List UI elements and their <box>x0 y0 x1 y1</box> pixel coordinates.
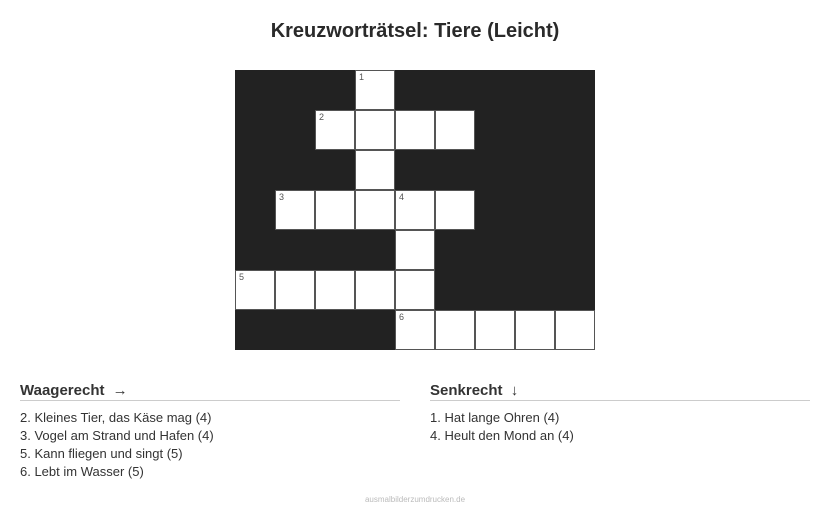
clue-number: 6 <box>399 312 405 322</box>
crossword-block <box>235 150 275 190</box>
crossword-block <box>475 70 515 110</box>
clue-across-6: 6. Lebt im Wasser (5) <box>20 464 144 479</box>
crossword-cell[interactable] <box>395 110 435 150</box>
crossword-block <box>435 230 475 270</box>
clue-down-4: 4. Heult den Mond an (4) <box>430 428 574 443</box>
crossword-grid <box>235 70 595 350</box>
crossword-cell[interactable] <box>395 310 435 350</box>
crossword-cell[interactable] <box>355 70 395 110</box>
crossword-block <box>275 150 315 190</box>
crossword-block <box>275 110 315 150</box>
crossword-block <box>395 70 435 110</box>
crossword-block <box>435 270 475 310</box>
clue-number: 5 <box>239 272 245 282</box>
crossword-cell[interactable] <box>395 270 435 310</box>
crossword-cell[interactable] <box>435 310 475 350</box>
crossword-cell[interactable] <box>355 270 395 310</box>
crossword-cell[interactable] <box>355 190 395 230</box>
crossword-block <box>475 270 515 310</box>
crossword-block <box>235 190 275 230</box>
crossword-block <box>435 150 475 190</box>
down-arrow-icon: ↓ <box>510 382 519 399</box>
crossword-block <box>235 230 275 270</box>
crossword-block <box>355 230 395 270</box>
crossword-block <box>475 230 515 270</box>
crossword-cell[interactable] <box>475 310 515 350</box>
crossword-cell[interactable] <box>395 230 435 270</box>
clue-down-1: 1. Hat lange Ohren (4) <box>430 410 560 425</box>
crossword-cell[interactable] <box>515 310 555 350</box>
crossword-block <box>235 310 275 350</box>
page-title: Kreuzworträtsel: Tiere (Leicht) <box>270 20 560 42</box>
crossword-block <box>235 70 275 110</box>
crossword-block <box>315 70 355 110</box>
crossword-cell[interactable] <box>315 110 355 150</box>
across-heading <box>20 382 400 401</box>
crossword-block <box>395 150 435 190</box>
crossword-cell[interactable] <box>395 190 435 230</box>
clue-number: 1 <box>359 72 365 82</box>
crossword-cell[interactable] <box>355 110 395 150</box>
across-clues <box>20 382 400 481</box>
right-arrow-icon: → <box>112 382 128 399</box>
crossword-block <box>515 150 555 190</box>
crossword-block <box>515 270 555 310</box>
clue-across-2: 2. Kleines Tier, das Käse mag (4) <box>20 410 212 425</box>
crossword-block <box>435 70 475 110</box>
clue-across-3: 3. Vogel am Strand und Hafen (4) <box>20 428 214 443</box>
crossword-cell[interactable] <box>275 270 315 310</box>
crossword-block <box>475 150 515 190</box>
crossword-block <box>315 310 355 350</box>
crossword-block <box>315 230 355 270</box>
crossword-cell[interactable] <box>435 110 475 150</box>
crossword-cell[interactable] <box>355 150 395 190</box>
across-heading-label: Waagerecht <box>20 382 105 399</box>
clue-number: 4 <box>399 192 405 202</box>
crossword-block <box>555 110 595 150</box>
crossword-cell[interactable] <box>315 270 355 310</box>
crossword-block <box>515 230 555 270</box>
crossword-block <box>555 230 595 270</box>
crossword-cell[interactable] <box>235 270 275 310</box>
crossword-block <box>515 70 555 110</box>
crossword-cell[interactable] <box>275 190 315 230</box>
crossword-block <box>555 270 595 310</box>
crossword-cell[interactable] <box>435 190 475 230</box>
crossword-cell[interactable] <box>555 310 595 350</box>
crossword-block <box>475 190 515 230</box>
down-heading <box>430 382 810 401</box>
crossword-block <box>555 190 595 230</box>
crossword-block <box>555 70 595 110</box>
clue-number: 3 <box>279 192 285 202</box>
clue-number: 2 <box>319 112 325 122</box>
crossword-block <box>315 150 355 190</box>
crossword-cell[interactable] <box>315 190 355 230</box>
footer-credit: ausmalbilderzumdrucken.de <box>364 495 466 504</box>
down-heading-label: Senkrecht <box>430 382 503 399</box>
crossword-block <box>355 310 395 350</box>
crossword-block <box>235 110 275 150</box>
crossword-block <box>475 110 515 150</box>
crossword-block <box>515 110 555 150</box>
crossword-block <box>275 70 315 110</box>
crossword-block <box>275 230 315 270</box>
crossword-block <box>555 150 595 190</box>
crossword-block <box>275 310 315 350</box>
down-clues <box>430 382 810 445</box>
crossword-block <box>515 190 555 230</box>
clue-across-5: 5. Kann fliegen und singt (5) <box>20 446 183 461</box>
